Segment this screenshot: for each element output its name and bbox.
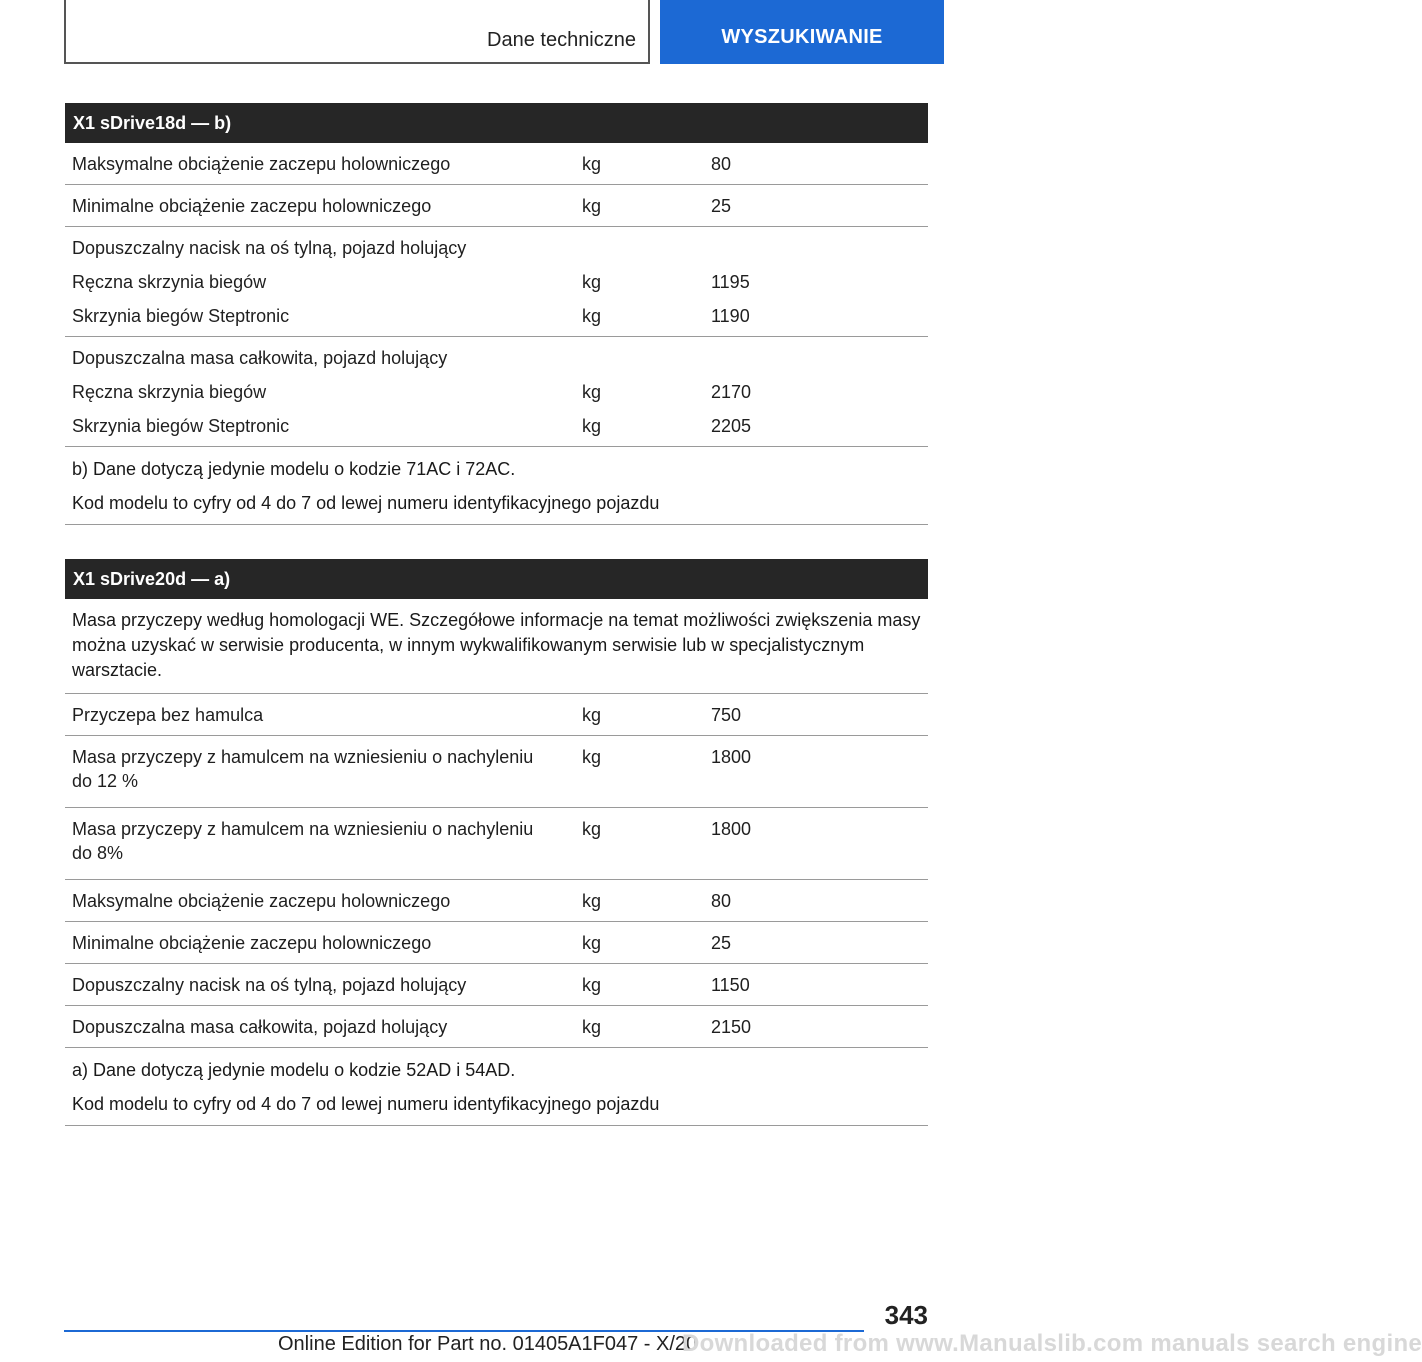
row-label: Minimalne obciążenie zaczepu holowniczego — [72, 196, 432, 216]
row-label: Skrzynia biegów Steptronic — [72, 306, 290, 326]
footnote-line: Kod modelu to cyfry od 4 do 7 od lewej numeru identyfikacyjnego pojazdu — [72, 1094, 660, 1114]
row-label: Ręczna skrzynia biegów — [72, 272, 267, 292]
row-label: Przyczepa bez hamulca — [72, 705, 264, 725]
page-number: 343 — [884, 1300, 928, 1330]
row-unit: kg — [582, 306, 602, 326]
watermark: Downloaded from www.Manualslib.com manuals search engine — [682, 1330, 1422, 1357]
row-value: 80 — [711, 154, 732, 174]
row-value: 1800 — [711, 747, 752, 767]
row-unit: kg — [582, 933, 602, 953]
group-heading — [65, 337, 928, 374]
table-row — [65, 694, 928, 736]
row-unit: kg — [582, 891, 602, 911]
row-value: 1190 — [711, 306, 750, 326]
row-unit: kg — [582, 196, 602, 216]
row-value: 2170 — [711, 382, 752, 402]
table-row — [65, 1006, 928, 1048]
row-label: Maksymalne obciążenie zaczepu holowniczego — [72, 154, 451, 174]
group-title: Dopuszczalny nacisk na oś tylną, pojazd holujący — [72, 238, 467, 258]
spec-table-sdrive18d — [65, 103, 928, 525]
table-row — [65, 185, 928, 227]
table-row — [65, 264, 928, 298]
table-footnote — [65, 447, 928, 525]
footnote-line: a) Dane dotyczą jedynie modelu o kodzie 52AD i 54AD. — [72, 1060, 516, 1080]
footnote-line: b) Dane dotyczą jedynie modelu o kodzie 71AC i 72AC. — [72, 459, 516, 479]
row-value: 25 — [711, 933, 732, 953]
row-unit: kg — [582, 819, 602, 839]
row-value: 1150 — [711, 975, 750, 995]
table-row — [65, 964, 928, 1006]
table-row — [65, 880, 928, 922]
table-title: X1 sDrive18d — b) — [65, 103, 928, 143]
row-label: Minimalne obciążenie zaczepu holowniczego — [72, 933, 432, 953]
footnote-line: Kod modelu to cyfry od 4 do 7 od lewej numeru identyfikacyjnego pojazdu — [72, 493, 660, 513]
group-heading — [65, 227, 928, 264]
row-unit: kg — [582, 416, 602, 436]
group-title: Dopuszczalna masa całkowita, pojazd holujący — [72, 348, 448, 368]
row-value: 2205 — [711, 416, 752, 436]
row-label: Dopuszczalna masa całkowita, pojazd holujący — [72, 1017, 448, 1037]
row-value: 750 — [711, 705, 742, 725]
section-title: Dane techniczne — [487, 29, 636, 51]
row-label: Maksymalne obciążenie zaczepu holowniczego — [72, 891, 451, 911]
row-value: 80 — [711, 891, 732, 911]
row-value: 25 — [711, 196, 732, 216]
table-footnote — [65, 1048, 928, 1126]
table-row — [65, 298, 928, 337]
row-label: Ręczna skrzynia biegów — [72, 382, 267, 402]
row-unit: kg — [582, 1017, 602, 1037]
table-row — [65, 143, 928, 185]
table-row — [65, 736, 928, 808]
table-row — [65, 808, 928, 880]
table-row — [65, 374, 928, 408]
row-label: Masa przyczepy z hamulcem na wzniesieniu o nachyleniu do 8% — [72, 819, 534, 863]
row-label: Masa przyczepy z hamulcem na wzniesieniu o nachyleniu do 12 % — [72, 747, 534, 791]
table-intro: Masa przyczepy według homologacji WE. Szczegółowe informacje na temat możliwości zwiększenia masy można uzyskać w serwisie producenta, w innym wykwalifikowanym serwisie lub w specjalistycznym warsztacie. — [65, 599, 928, 694]
row-unit: kg — [582, 382, 602, 402]
table-row — [65, 408, 928, 447]
row-unit: kg — [582, 975, 602, 995]
section-tab — [64, 0, 650, 64]
footer-edition: Online Edition for Part no. 01405A1F047 - X/20 — [278, 1333, 698, 1355]
row-unit: kg — [582, 272, 602, 292]
row-value: 1800 — [711, 819, 752, 839]
row-unit: kg — [582, 154, 602, 174]
row-label: Dopuszczalny nacisk na oś tylną, pojazd holujący — [72, 975, 467, 995]
row-label: Skrzynia biegów Steptronic — [72, 416, 290, 436]
row-value: 1195 — [711, 272, 750, 292]
row-unit: kg — [582, 705, 602, 725]
row-value: 2150 — [711, 1017, 752, 1037]
row-unit: kg — [582, 747, 602, 767]
search-button[interactable]: WYSZUKIWANIE — [660, 0, 944, 64]
table-row — [65, 922, 928, 964]
table-title: X1 sDrive20d — a) — [65, 559, 928, 599]
spec-table-sdrive20d — [65, 559, 928, 1126]
